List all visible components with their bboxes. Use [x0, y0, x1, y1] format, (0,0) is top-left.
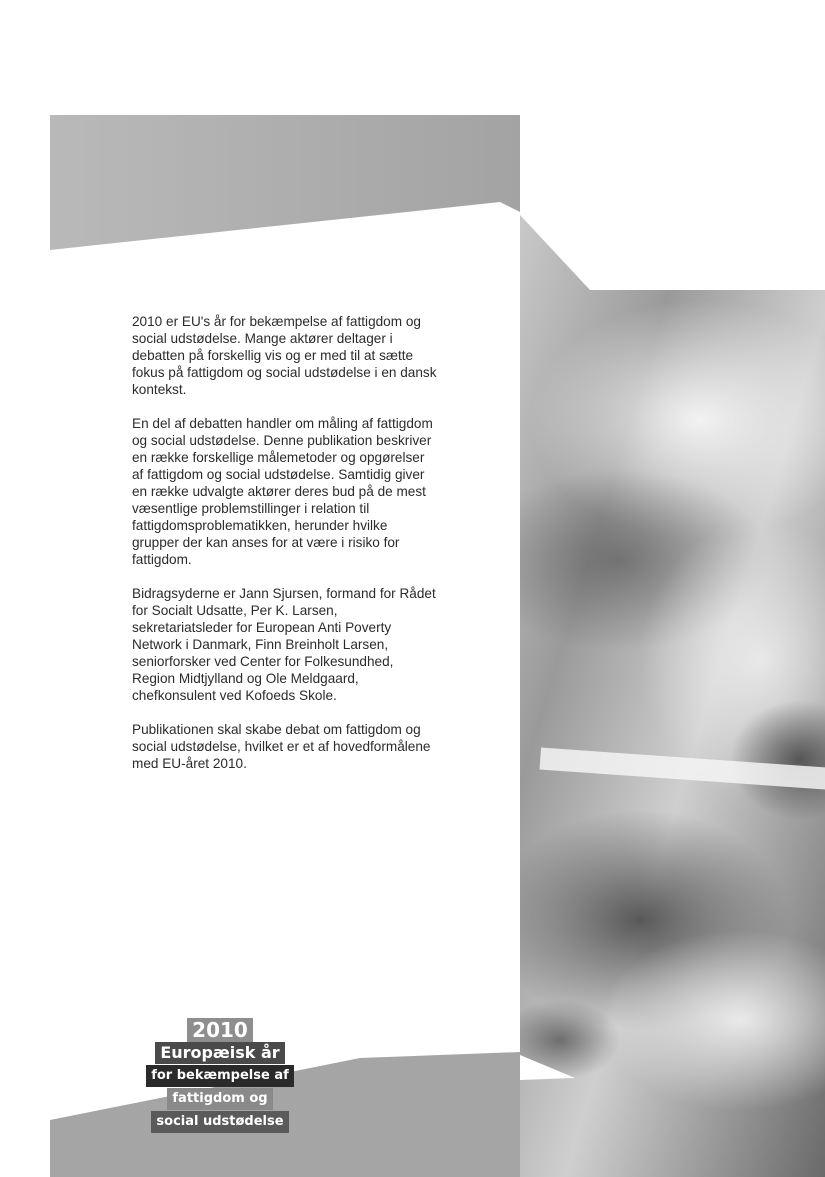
paragraph: Publikationen skal skabe debat om fattigdom og social udstødelse, hvilket er et af hovedformålene med EU-året 2010. — [132, 722, 431, 771]
paragraph: 2010 er EU's år for bekæmpelse af fattigdom og social udstødelse. Mange aktører deltager i debatten på forskellig vis og er med til at sætte fokus på fattigdom og social udstødelse i en dansk kontekst. — [132, 314, 437, 397]
logo-year: 2010 — [187, 1018, 253, 1042]
logo-line-2: for bekæmpelse af — [146, 1065, 294, 1087]
photo-panel — [470, 100, 825, 1177]
intro-text — [132, 313, 437, 789]
paragraph: Bidragsyderne er Jann Sjursen, formand for Rådet for Socialt Udsatte, Per K. Larsen, sekretariatsleder for European Anti Poverty Network i Danmark, Finn Breinholt Larsen, seniorforsker ved Center for Folkesundhed, Region Midtjylland og Ole Meldgaard, chefkonsulent ved Kofoeds Skole. — [132, 586, 436, 703]
paragraph: En del af debatten handler om måling af fattigdom og social udstødelse. Denne publikation beskriver en række forskellige målemetoder og opgørelser af fattigdom og social udstødelse. Samtidig giver en række udvalgte aktører deres bud på de mest væsentlige problemstillinger i relation til fattigdomsproblematikken, herunder hvilke grupper der kan anses for at være i risiko for fattigdom. — [132, 416, 433, 567]
eu-year-logo — [140, 1018, 300, 1133]
top-grey-band — [50, 115, 520, 250]
logo-line-4: social udstødelse — [151, 1111, 288, 1133]
logo-line-1: Europæisk år — [155, 1042, 284, 1064]
logo-line-3: fattigdom og — [167, 1088, 272, 1110]
